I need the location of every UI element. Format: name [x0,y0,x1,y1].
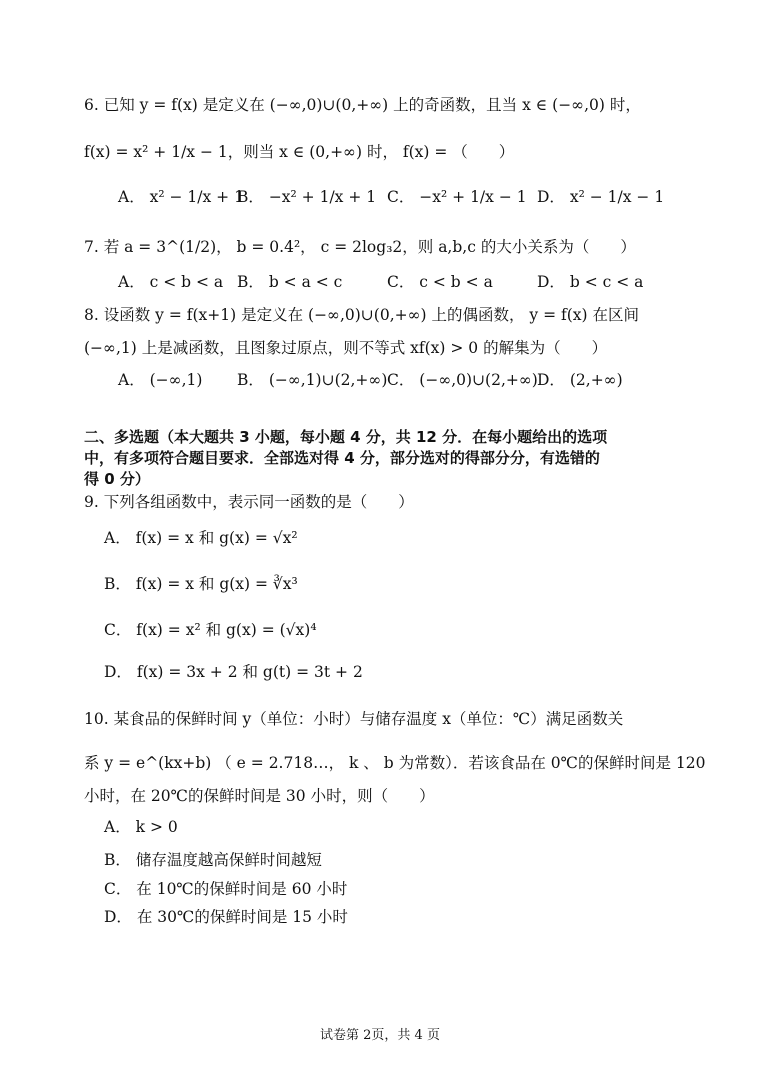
q7-option-d: D． b < c < a [537,273,644,291]
q8-line2: (−∞,1) 上是减函数，且图象过原点，则不等式 xf(x) > 0 的解集为（ ） [84,339,608,357]
q9-option-d: D． f(x) = 3x + 2 和 g(t) = 3t + 2 [104,663,363,681]
q10-option-c: C． 在 10℃的保鲜时间是 60 小时 [104,880,348,898]
q7-option-a: A． c < b < a [118,273,224,291]
q6-option-a: A． x² − 1/x + 1 [118,188,244,206]
q8-option-c: C． (−∞,0)∪(2,+∞) [387,371,538,389]
q10-option-b: B． 储存温度越高保鲜时间越短 [104,851,322,869]
q8-line1: 8. 设函数 y = f(x+1) 是定义在 (−∞,0)∪(0,+∞) 上的偶函数， y = f(x) 在区间 [84,306,640,324]
q7-stem: 7. 若 a = 3^(1/2)， b = 0.4²， c = 2log₃2，则 a,b,c 的大小关系为（ ） [84,238,636,256]
q8-option-d: D． (2,+∞) [537,371,623,389]
q8-option-b: B． (−∞,1)∪(2,+∞) [237,371,388,389]
q6-option-d: D． x² − 1/x − 1 [537,188,665,206]
q10-line1: 10. 某食品的保鲜时间 y（单位：小时）与储存温度 x（单位：℃）满足函数关 [84,710,624,728]
q9-option-a: A． f(x) = x 和 g(x) = √x² [104,529,298,547]
q6-option-c: C． −x² + 1/x − 1 [387,188,527,206]
q10-option-d: D． 在 30℃的保鲜时间是 15 小时 [104,908,348,926]
q9-option-c: C． f(x) = x² 和 g(x) = (√x)⁴ [104,621,317,639]
q10-option-a: A． k > 0 [104,818,178,836]
q7-option-c: C． c < b < a [387,273,493,291]
q10-line3: 小时，在 20℃的保鲜时间是 30 小时，则（ ） [84,787,435,805]
q6-line1: 6. 已知 y = f(x) 是定义在 (−∞,0)∪(0,+∞) 上的奇函数，且当 x ∈ (−∞,0) 时， [84,96,641,114]
section2-heading-line1: 二、多选题（本大题共 3 小题，每小题 4 分，共 12 分．在每小题给出的选项 [84,428,608,446]
section2-heading-line2: 中，有多项符合题目要求．全部选对得 4 分，部分选对的得部分分，有选错的 [84,449,600,467]
q10-line2: 系 y = e^(kx+b) （ e = 2.718…， k 、 b 为常数）．若该食品在 0℃的保鲜时间是 120 [84,754,706,772]
q9-option-b: B． f(x) = x 和 g(x) = ∛x³ [104,575,298,593]
q6-line2: f(x) = x² + 1/x − 1，则当 x ∈ (0,+∞) 时， f(x) = （ ） [84,143,515,161]
q8-option-a: A． (−∞,1) [118,371,203,389]
q9-stem: 9. 下列各组函数中，表示同一函数的是（ ） [84,493,414,511]
q6-option-b: B． −x² + 1/x + 1 [237,188,377,206]
section2-heading-line3: 得 0 分） [84,470,150,488]
q7-option-b: B． b < a < c [237,273,343,291]
page-footer: 试卷第 2页，共 4 页 [320,1028,440,1043]
